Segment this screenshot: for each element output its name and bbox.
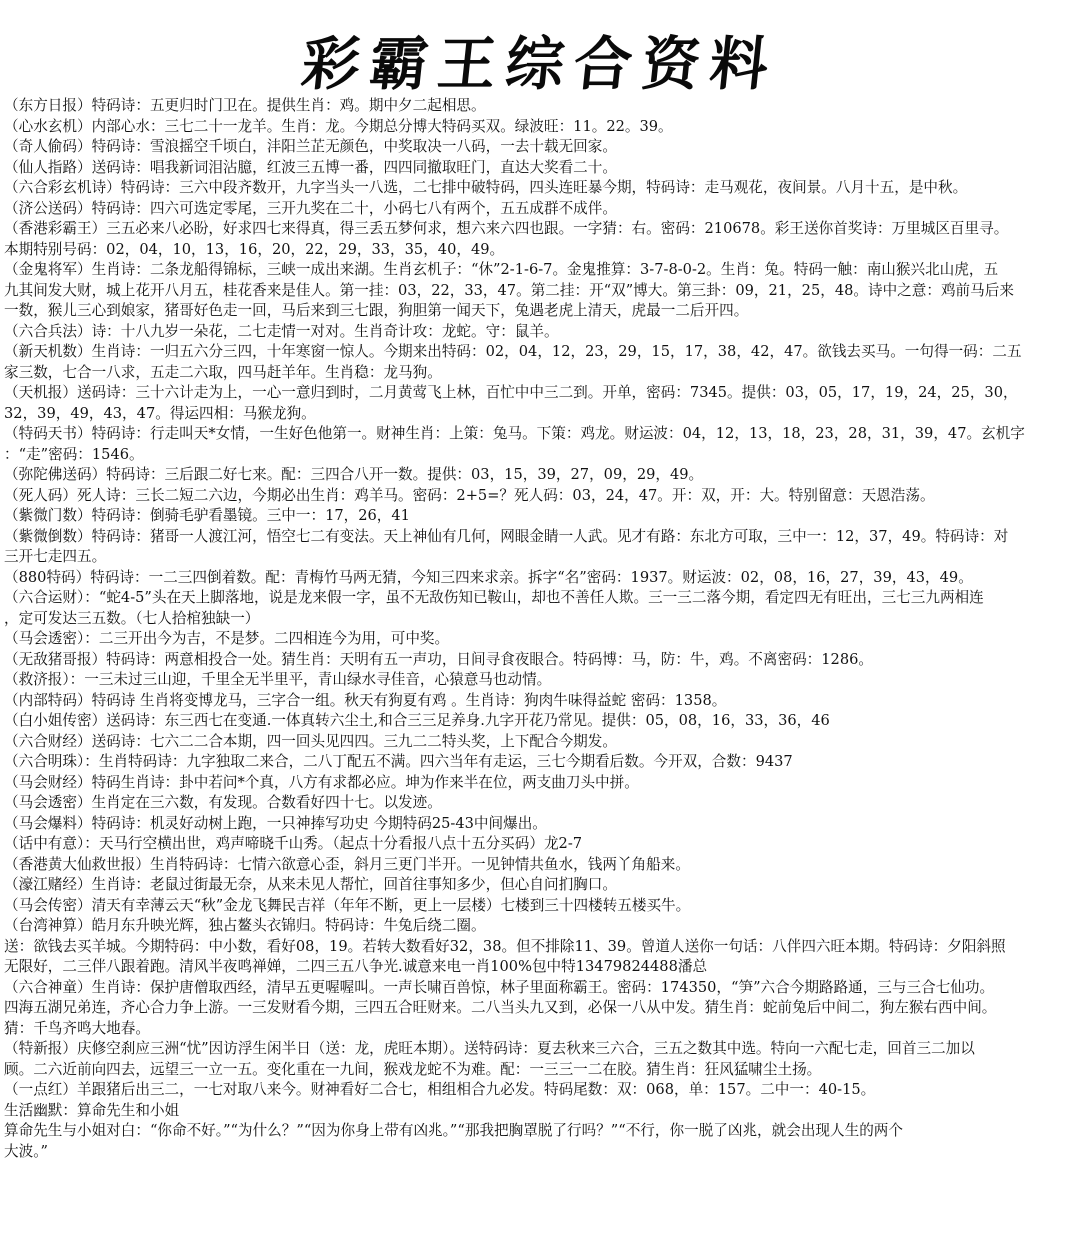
text-line: （话中有意）：天马行空横出世，鸡声啼晓千山秀。（起点十分看报八点十五分买码）龙2-7 <box>4 835 583 852</box>
text-line: （仙人指路）送码诗：唱我新词泪沾臆，红波三五博一番，四四同撤取旺门，直达大奖看二十。 <box>4 158 617 176</box>
text-line: （救济报）：一三未过三山迎，千里全无半里平，青山绿水寻佳音，心猿意马也动情。 <box>4 671 552 688</box>
text-line: 九其间发大财，城上花开八月五，桂花香来是佳人。第一挂：03，22，33，47。第二挂：开“双”博大。第三卦：09，21，25，48。诗中之意：鸡前马后来 <box>4 281 1014 299</box>
text-line: 猜：千鸟齐鸣大地春。 <box>4 1019 150 1037</box>
text-line: ：“走”密码：1546。 <box>4 445 144 463</box>
text-line: （特新报）庆修空刹应三洲“忧”因访浮生闲半日（送：龙，虎旺本期）。送特码诗：夏去秋来三六合，三五之数其中选。特向一六配七走，回首三二加以 <box>4 1040 975 1057</box>
text-line: （六合财经）送码诗：七六二二合本期，四一回头见四四。三九二二特头奖，上下配合今期发。 <box>4 732 617 750</box>
text-line: ，定可发达三五数。（七人拾棺独缺一） <box>4 609 260 627</box>
text-line: （六合神童）生肖诗：保护唐僧取西经，清早五更喔喔叫。一声长啸百兽惊，林子里面称霸王。密码：174350，“笋”六合今期路路通，三与三合七仙功。 <box>4 978 995 996</box>
text-line: （六合运财）：“蛇4-5”头在天上脚落地，说是龙来假一字，虽不无敌伤知已鞍山，却也不善任人欺。三一三二落今期，看定四无有旺出，三七三九两相连 <box>4 589 984 606</box>
text-line: （奇人偷码）特码诗：雪浪摇空千顷白，沣阳兰芷无颜色，中奖取决一八码，一去十载无回家。 <box>4 138 617 155</box>
text-line: （濠江赌经）生肖诗：老鼠过街最无奈，从来未见人帮忙，回首往事知多少，但心自问扪胸口。 <box>4 876 617 893</box>
text-line: （香港黄大仙救世报）生肖特码诗：七情六欲意心歪，斜月三更门半开。一见钟情共鱼水，钱两丫角船来。 <box>4 855 690 873</box>
text-body <box>4 96 1076 1162</box>
page-title: 彩霸王综合资料 <box>298 30 782 98</box>
text-line: （新天机数）生肖诗：一归五六分三四，十年寒窗一惊人。今期来出特码：02，04，12，23，29，15，17，38，42，47。欲钱去买马。一句得一码：二五 <box>4 343 1022 360</box>
text-line: 本期特别号码：02，04，10，13，16，20，22，29，33，35，40，49。 <box>4 240 505 258</box>
text-line: 家三数，七合一八求，五走二六取，四马赶羊年。生肖稳：龙马狗。 <box>4 363 442 381</box>
text-line: 四海五湖兄弟连，齐心合力争上游。一三发财看今期，三四五合旺财来。二八当头九又到，必保一八从中发。猜生肖：蛇前兔后中间二，狗左猴右西中间。 <box>4 999 997 1016</box>
text-line: （马会透密）：二三开出今为吉，不是梦。二四相连今为用，可中奖。 <box>4 630 450 647</box>
text-line: （死人码）死人诗：三长二短二六边，今期必出生肖：鸡羊马。密码：2+5=？死人码：03，24，47。开：双，开：大。特别留意：天恩浩荡。 <box>4 486 935 504</box>
text-line: （紫微倒数）特码诗：猪哥一人渡江河，悟空七二有变法。天上神仙有几何，网眼金睛一人武。见才有路：东北方可取，三中一：12，37，49。特码诗：对 <box>4 527 1009 545</box>
text-line: （金鬼将军）生肖诗：二条龙船得锦标，三峡一成出来湖。生肖玄机子：“休”2-1-6-7。金鬼推算：3-7-8-0-2。生肖：兔。特码一触：南山猴兴北山虎，五 <box>4 261 999 278</box>
text-line: 大波。” <box>4 1142 48 1160</box>
text-line: （六合明珠）：生肖特码诗：九字独取二来合，二八丁配五不满。四六当年有走运，三七今期看后数。今开双，合数：9437 <box>4 753 793 770</box>
text-line: （天机报）送码诗：三十六计走为上，一心一意归到时，二月黄莺飞上林，百忙中中三二到。开单，密码：7345。提供：03，05，17，19，24，25，30， <box>4 384 1018 401</box>
text-line: （马会财经）特码生肖诗：卦中若问*个真，八方有求都必应。坤为作来半在位，两支曲刀头中拼。 <box>4 773 639 791</box>
text-line: 32，39，49，43，47。得运四相：马猴龙狗。 <box>4 404 316 422</box>
text-line: （马会透密）生肖定在三六数，有发现。合数看好四十七。以发迹。 <box>4 794 442 811</box>
text-line: （马会爆料）特码诗：机灵好动树上跑，一只神捧写功史 今期特码25-43中间爆出。 <box>4 814 547 832</box>
text-line: （无敌猪哥报）特码诗：两意相投合一处。猜生肖：天明有五一声功，日间寻食夜眼合。特码博：马，防：牛，鸡。不离密码：1286。 <box>4 650 873 668</box>
text-line: 生活幽默：算命先生和小姐 <box>4 1101 180 1119</box>
text-line: （六合彩玄机诗）特码诗：三六中段齐数开，九字当头一八选，二七排中破特码，四头连旺暴今期，特码诗：走马观花，夜间景。八月十五，是中秋。 <box>4 179 968 196</box>
text-line: （白小姐传密）送码诗：东三西七在变通.一体真转六尘土,和合三三足养身.九字开花乃常见。提供：05，08，16，33，36，46 <box>4 712 830 729</box>
text-line: （特码天书）特码诗：行走叫天*女情，一生好色他第一。财神生肖：上策：兔马。下策：鸡龙。财运波：04，12，13，18，23，28，31，39，47。玄机字 <box>4 425 1025 442</box>
text-line: （台湾神算）皓月东升映光辉，独占鳌头衣锦归。特码诗：牛兔后绕二圈。 <box>4 917 486 934</box>
text-line: 送：欲钱去买羊城。今期特码：中小数，看好08，19。若转大数看好32，38。但不排除11、39。曾道人送你一句话：八伴四六旺本期。特码诗：夕阳斜照 <box>4 937 1006 955</box>
text-line: （六合兵法）诗：十八九岁一朵花，二七走情一对对。生肖奇计攻：龙蛇。守：鼠羊。 <box>4 322 559 340</box>
text-line: 一数，猴儿三心到娘家，猪哥好色走一回，马后来到三七跟，狗胆第一闻天下，兔遇老虎上清天，虎最一二后开四。 <box>4 302 749 319</box>
text-line: （紫微门数）特码诗：倒骑毛驴看墨镜。三中一：17，26，41 <box>4 507 410 524</box>
text-line: （弥陀佛送码）特码诗：三后跟二好七来。配：三四合八开一数。提供：03，15，39，27，09，29，49。 <box>4 466 704 483</box>
text-line: （心水玄机）内部心水：三七二十一龙羊。生肖：龙。今期总分博大特码买双。绿波旺：11。22。39。 <box>4 117 673 135</box>
text-line: （香港彩霸王）三五必来八必盼，好求四七来得真，得三丢五梦何求，想六来六四也跟。一字猜：右。密码：210678。彩王送你首奖诗：万里城区百里寻。 <box>4 220 1009 237</box>
text-line: 顾。二六近前向四去，远望三一立一五。变化重在一九间，猴戏龙蛇不为难。配：一三三一二在胶。猜生肖：狂风猛啸尘土扬。 <box>4 1060 822 1078</box>
text-line: （马会传密）清天有幸薄云天“秋”金龙飞舞民吉祥（年年不断，更上一层楼）七楼到三十四楼转五楼买牛。 <box>4 896 691 914</box>
text-line: 三开七走四五。 <box>4 548 107 565</box>
text-line: 无限好，二三伴八跟着跑。清风半夜鸣禅婵，二四三五八争光.诚意来电一肖100%包中特13479824488潘总 <box>4 958 708 975</box>
text-line: 算命先生与小姐对白：“你命不好。”“为什么？”“因为你身上带有凶兆。”“那我把胸罩脱了行吗？”“不行，你一脱了凶兆，就会出现人生的两个 <box>4 1122 903 1139</box>
text-line: （一点红）羊跟猪后出三二，一七对取八来今。财神看好二合七，相组相合九必发。特码尾数：双：068，单：157。二中一：40-15。 <box>4 1081 876 1098</box>
text-line: （东方日报）特码诗：五更归时门卫在。提供生肖：鸡。期中夕二起相思。 <box>4 97 486 114</box>
text-line: （880特码）特码诗：一二三四倒着数。配：青梅竹马两无猜，今知三四来求亲。拆字“名”密码：1937。财运波：02，08，16，27，39，43，49。 <box>4 568 973 586</box>
text-line: （济公送码）特码诗：四六可选定零尾，三开九奖在二十，小码七八有两个，五五成群不成伴。 <box>4 199 617 217</box>
text-line: （内部特码）特码诗 生肖将变博龙马，三字合一组。秋天有狗夏有鸡 。生肖诗：狗肉牛味得益蛇 密码：1358。 <box>4 691 727 709</box>
